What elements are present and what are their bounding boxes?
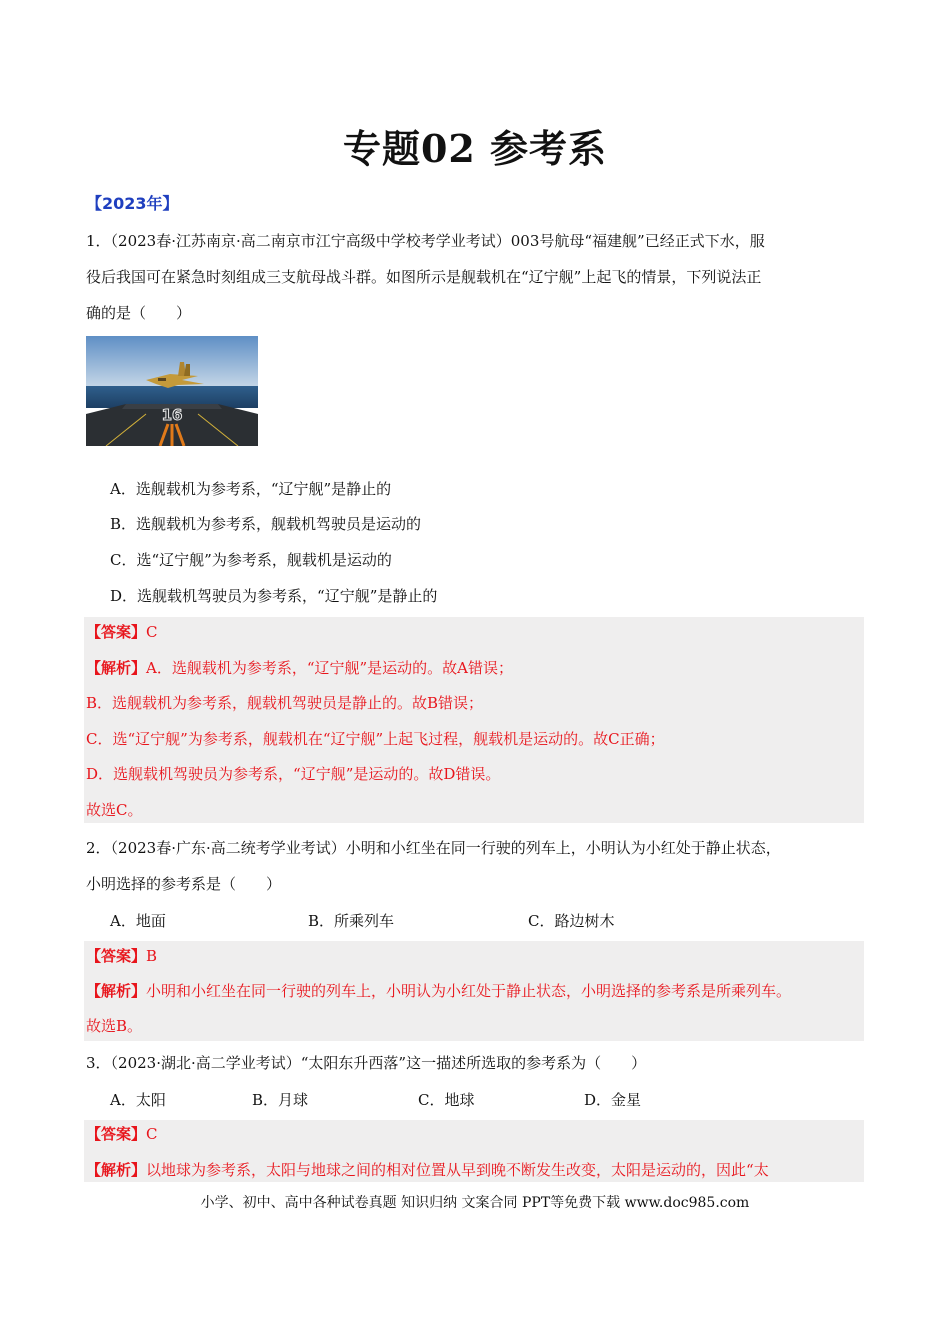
q3-stem-line-1: 3．（2023·湖北·高二学业考试）“太阳东升西落”这一描述所选取的参考系为（ ） [86,1054,647,1072]
q1-analysis-line-5: 故选C。 [86,801,143,819]
q1-answer [86,622,158,642]
analysis-text: A．选舰载机为参考系，“辽宁舰”是运动的。故A错误； [146,659,514,677]
q3-analysis-line-1 [86,1160,769,1180]
q1-stem-line-3: 确的是（ ） [86,304,192,322]
q1-option-d: D．选舰载机驾驶员为参考系，“辽宁舰”是静止的 [110,587,438,605]
answer-tag: 【答案】 [86,623,147,641]
q2-option-c: C．路边树木 [528,912,615,930]
q1-option-b: B．选舰载机为参考系，舰载机驾驶员是运动的 [110,515,422,533]
q1-analysis-line-4: D．选舰载机驾驶员为参考系，“辽宁舰”是运动的。故D错误。 [86,765,501,783]
q2-option-b: B．所乘列车 [308,912,395,930]
q1-stem-line-1: 1．（2023春·江苏南京·高二南京市江宁高级中学校考学业考试）003号航母“福建舰”已经正式下水，服 [86,232,765,250]
q2-stem-line-1: 2．（2023春·广东·高二统考学业考试）小明和小红坐在同一行驶的列车上，小明认为小红处于静止状态， [86,839,781,857]
carrier-jet-photo [86,336,258,446]
q3-option-c: C．地球 [418,1091,475,1109]
q1-analysis-line-3: C．选“辽宁舰”为参考系，舰载机在“辽宁舰”上起飞过程，舰载机是运动的。故C正确； [86,730,665,748]
q1-analysis-line-2: B．选舰载机为参考系，舰载机驾驶员是静止的。故B错误； [86,694,484,712]
q1-stem-line-2: 役后我国可在紧急时刻组成三支航母战斗群。如图所示是舰载机在“辽宁舰”上起飞的情景，下列说法正 [86,268,762,286]
q2-analysis-line-2: 故选B。 [86,1017,143,1035]
analysis-tag: 【解析】 [86,659,147,677]
answer-tag: 【答案】 [86,1125,147,1143]
q3-option-d: D．金星 [584,1091,642,1109]
q1-analysis-line-1 [86,658,513,678]
answer-value: C [146,1125,158,1143]
deck-number [162,406,183,424]
q2-analysis-line-1 [86,981,791,1001]
analysis-text: 小明和小红坐在同一行驶的列车上，小明认为小红处于静止状态，小明选择的参考系是所乘列车。 [146,982,792,1000]
q3-answer [86,1124,158,1144]
q1-answer-box [84,617,864,823]
analysis-text: 以地球为参考系，太阳与地球之间的相对位置从早到晚不断发生改变，太阳是运动的，因此“太 [146,1161,769,1179]
analysis-tag: 【解析】 [86,982,147,1000]
q1-option-c: C．选“辽宁舰”为参考系，舰载机是运动的 [110,551,392,569]
page-title: 专题02 参考系 [342,126,608,171]
analysis-tag: 【解析】 [86,1161,147,1179]
answer-tag: 【答案】 [86,947,147,965]
answer-value: B [146,947,158,965]
q2-answer [86,946,157,966]
q3-option-a: A．太阳 [110,1091,166,1109]
answer-value: C [146,623,158,641]
svg-text:16: 16 [161,406,183,424]
carrier-jet-photo-image [86,336,258,446]
q2-option-a: A．地面 [110,912,166,930]
q3-option-b: B．月球 [252,1091,309,1109]
year-section-tag: 【2023年】 [86,194,179,213]
q2-stem-line-2: 小明选择的参考系是（ ） [86,875,282,893]
page-footer: 小学、初中、高中各种试卷真题 知识归纳 文案合同 PPT等免费下载 www.doc985.com [200,1195,750,1211]
q1-option-a: A．选舰载机为参考系，“辽宁舰”是静止的 [110,480,392,498]
